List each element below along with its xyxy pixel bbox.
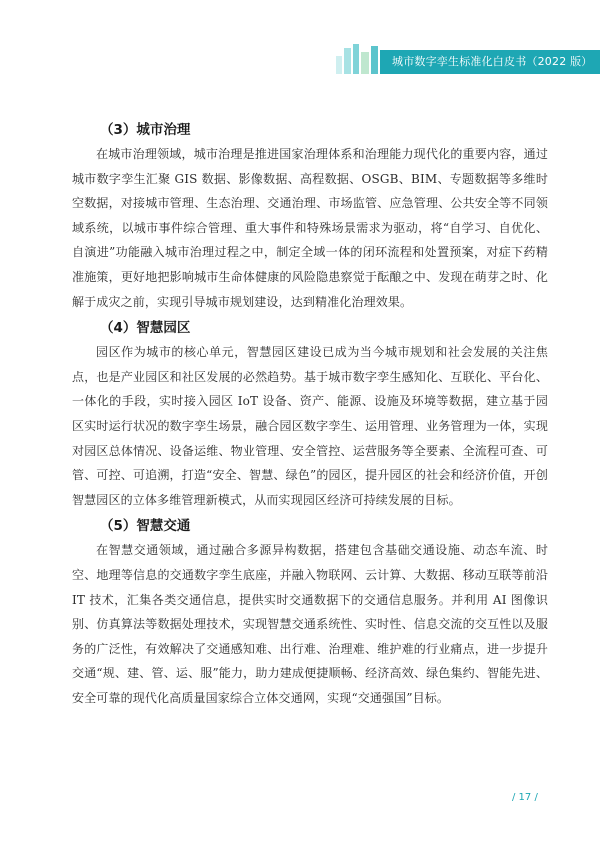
section-heading-smart-park: （4）智慧园区 bbox=[100, 320, 191, 337]
section-paragraph-urban-governance: 在城市治理领域，城市治理是推进国家治理体系和治理能力现代化的重要内容，通过城市数字孪生汇聚 GIS 数据、影像数据、高程数据、OSGB、BIM、专题数据等多维时空数据，对接城市管理、生态治理、交通治理、市场监管、应急管理、公共安全等不同领域系统，以城市事件综合管理、重大事件和特殊场景需求为驱动，将“自学习、自优化、自演进”功能融入城市治理过程之中，制定全域一体的闭环流程和处置预案，对症下药精准施策，更好地把影响城市生命体健康的风险隐患察觉于酝酿之中、发现在萌芽之时、化解于成灾之前，实现引导城市规划建设，达到精准化治理效果。 bbox=[72, 147, 548, 309]
section-paragraph-smart-park: 园区作为城市的核心单元，智慧园区建设已成为当今城市规划和社会发展的关注焦点，也是产业园区和社区发展的必然趋势。基于城市数字孪生感知化、互联化、平台化、一体化的手段，实时接入园区 IoT 设备、资产、能源、设施及环境等数据，建立基于园区实时运行状况的数字孪生场景，融合园区数字孪生、运用管理、业务管理为一体，实现对园区总体情况、设备运维、物业管理、安全管控、运营服务等全要素、全流程可查、可管、可控、可追溯，打造“安全、智慧、绿色”的园区，提升园区的社会和经济价值，开创智慧园区的立体多维管理新模式，从而实现园区经济可持续发展的目标。 bbox=[72, 345, 548, 507]
page-content bbox=[72, 118, 548, 710]
section-heading-urban-governance: （3）城市治理 bbox=[100, 122, 191, 138]
section-heading-smart-transport: （5）智慧交通 bbox=[100, 518, 191, 535]
page-number: / 17 / bbox=[512, 792, 538, 803]
section-paragraph-smart-transport: 在智慧交通领域，通过融合多源异构数据，搭建包含基础交通设施、动态车流、时空、地理等信息的交通数字孪生底座，并融入物联网、云计算、大数据、移动互联等前沿 IT 技术，汇集各类交通信息，提供实时交通数据下的交通信息服务。并利用 AI 图像识别、仿真算法等数据处理技术，实现智慧交通系统性、实时性、信息交流的交互性以及服务的广泛性，有效解决了交通感知难、出行难、治理难、维护难的行业痛点，进一步提升交通“规、建、管、运、服”能力，助力建成便捷顺畅、经济高效、绿色集约、智能先进、安全可靠的现代化高质量国家综合立体交通网，实现“交通强国”目标。 bbox=[72, 543, 548, 705]
header-title: 城市数字孪生标准化白皮书（2022 版） bbox=[392, 55, 593, 68]
